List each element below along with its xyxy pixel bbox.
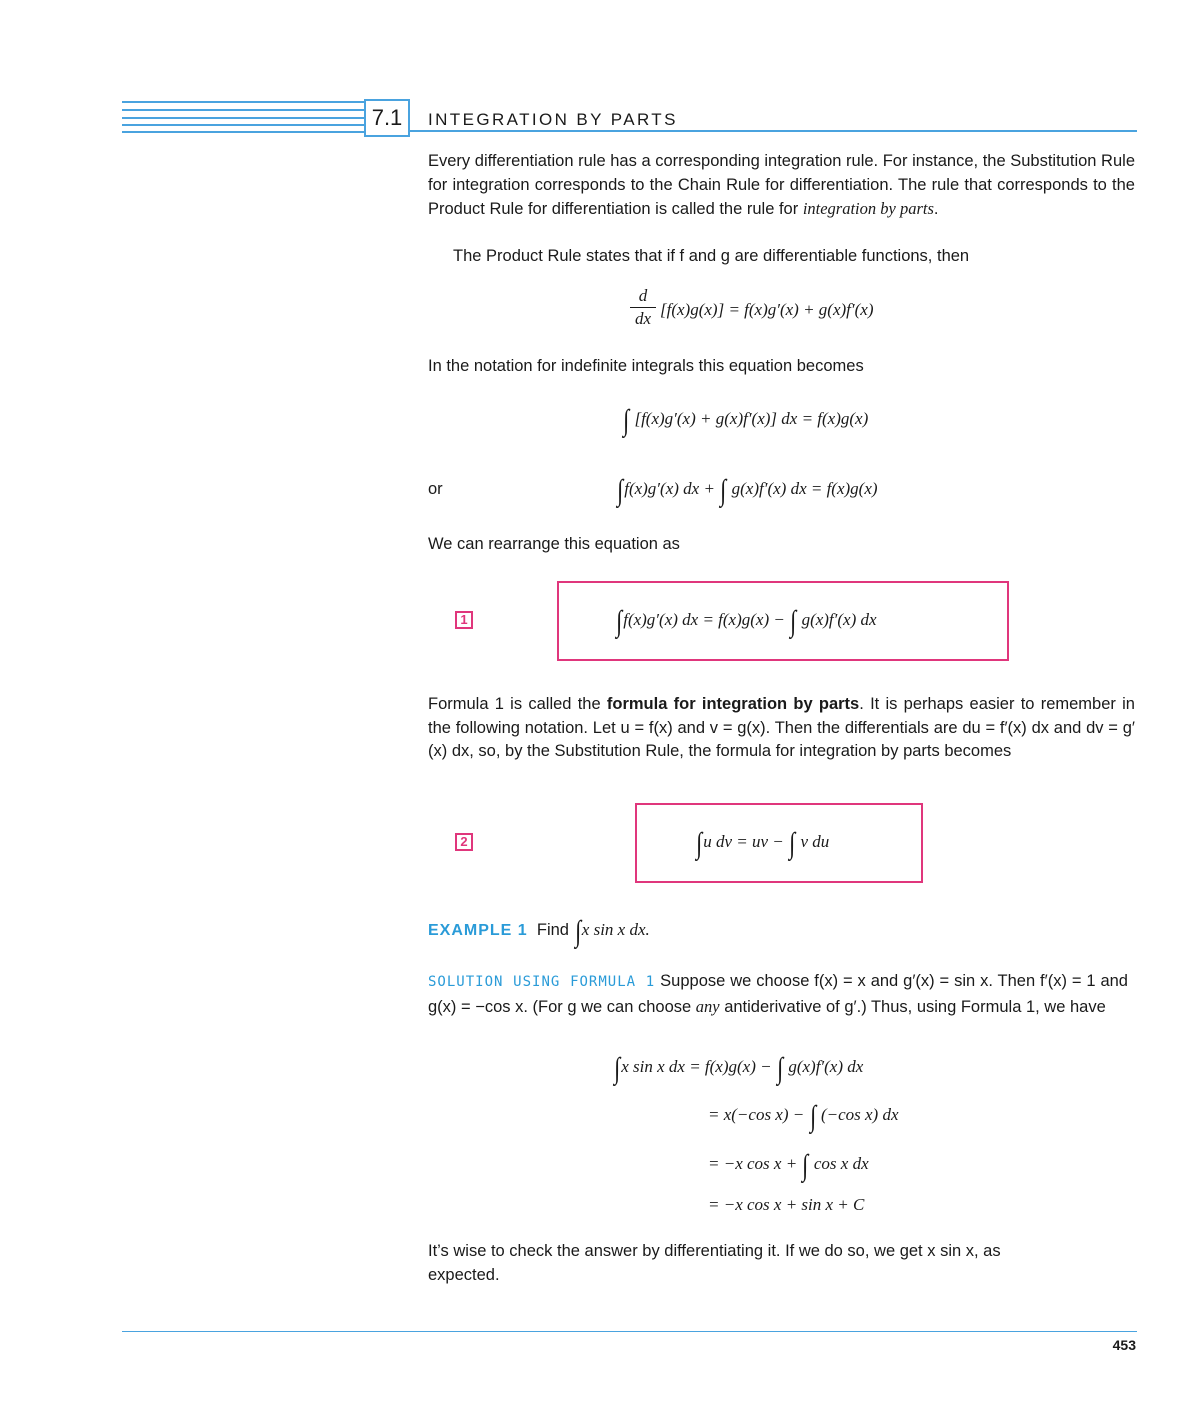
derivation-1-lhs: x sin x dx = f(x)g(x) − [621, 1057, 776, 1076]
intro-paragraph [428, 150, 1135, 222]
derivative-fraction [630, 287, 656, 328]
integral-sign: ∫ [623, 404, 630, 437]
solution-emphasis: any [695, 996, 720, 1016]
example-1 [428, 915, 650, 948]
integral-sign: ∫ [802, 1149, 809, 1182]
title-underline [410, 130, 1137, 132]
indefinite-notation-text: In the notation for indefinite integrals this equation becomes [428, 357, 864, 375]
formula-paragraph-bold: formula for integration by parts [606, 695, 860, 713]
formula-paragraph-a: Formula 1 is called the [428, 695, 607, 713]
formula-2-number: 2 [455, 833, 473, 851]
formula-2-part-a: u dv = uv − [703, 832, 789, 851]
derivation-line-2 [708, 1100, 899, 1134]
integral-sign: ∫ [809, 1100, 816, 1133]
section-number: 7.1 [371, 105, 403, 130]
integral-sign: ∫ [696, 827, 703, 860]
intro-text-b: . [933, 200, 939, 218]
solution-paragraph [428, 970, 1128, 1019]
conclusion-paragraph: It’s wise to check the answer by differentiating it. If we do so, we get x sin x, as expected. [428, 1242, 1001, 1284]
product-rule-equation: [f(x)g(x)] = f(x)g′(x) + g(x)f′(x) [660, 300, 874, 319]
header-rule-1 [122, 101, 364, 103]
footer-rule [122, 1331, 1137, 1332]
formula-1-part-b: g(x)f′(x) dx [797, 610, 877, 629]
fraction-denominator: dx [634, 309, 652, 328]
integral-sign: ∫ [790, 605, 797, 638]
product-rule-statement: The Product Rule states that if f and g are differentiable functions, then [453, 247, 970, 265]
example-integrand: x sin x dx. [581, 920, 650, 939]
derivation-line-4 [708, 1195, 864, 1215]
integral-expression-2b: g(x)f′(x) dx = f(x)g(x) [727, 479, 878, 498]
example-label: EXAMPLE 1 [428, 922, 528, 939]
derivation-line-3 [708, 1149, 869, 1183]
fraction-bar [630, 307, 656, 308]
intro-emphasis: integration by parts [802, 199, 934, 218]
formula-paragraph-b: . It is perhaps easier to remember in the following notation. Let u = f(x) and v = g(x). Then the differentials are du = f′(x) dx and dv = g′(x) dx, so, by the Substitution Rule, the formula for integration by parts becomes [428, 695, 1135, 760]
page-number: 453 [1112, 1337, 1136, 1353]
derivation-2-lhs: = x(−cos x) − [708, 1105, 809, 1124]
derivation-4-lhs: = −x cos x + sin x + C [708, 1195, 865, 1214]
header-rule-4 [122, 124, 364, 126]
integral-sign: ∫ [776, 1052, 784, 1085]
integral-sign: ∫ [789, 827, 796, 860]
integral-equation-2 [616, 474, 878, 508]
derivation-3-rhs: cos x dx [809, 1154, 869, 1173]
integral-sign: ∫ [617, 474, 624, 507]
formula-paragraph [428, 693, 1135, 764]
fraction-numerator: d [638, 286, 648, 305]
rearrange-text: We can rearrange this equation as [428, 535, 680, 553]
derivation-line-1 [613, 1052, 863, 1086]
formula-2-equation [695, 827, 829, 861]
derivation-2-rhs: (−cos x) dx [816, 1105, 899, 1124]
formula-1-equation [615, 605, 877, 639]
solution-text-b: antiderivative of g′.) Thus, using Formula 1, we have [719, 997, 1106, 1016]
formula-2-part-b: v du [796, 832, 830, 851]
header-rule-3 [122, 117, 364, 119]
integral-expression-2a: f(x)g′(x) dx + [624, 479, 720, 498]
formula-1-part-a: f(x)g′(x) dx = f(x)g(x) − [623, 610, 790, 629]
integral-sign: ∫ [574, 915, 581, 948]
formula-1-number: 1 [455, 611, 473, 629]
integral-equation-1 [622, 404, 868, 438]
intro-text-a: Every differentiation rule has a corresponding integration rule. For instance, the Substitution Rule for integration corresponds to the Chain Rule for differentiation. The rule that corresponds to the Product Rule for differentiation is called the rule for [428, 152, 1135, 218]
header-rule-5 [122, 131, 364, 133]
derivation-1-rhs: g(x)f′(x) dx [784, 1057, 864, 1076]
or-label: or [428, 480, 443, 498]
integral-sign: ∫ [616, 605, 623, 638]
section-number-box [364, 99, 410, 137]
integral-sign: ∫ [720, 474, 727, 507]
integral-sign: ∫ [614, 1052, 621, 1085]
section-title: INTEGRATION BY PARTS [428, 110, 678, 129]
derivation-3-lhs: = −x cos x + [708, 1154, 802, 1173]
solution-text-a: Suppose we choose f(x) = x and g′(x) = sin x. Then f′(x) = 1 and g(x) = −cos x. (For g we can choose [428, 972, 1128, 1016]
integral-expression-1: [f(x)g′(x) + g(x)f′(x)] dx = f(x)g(x) [634, 409, 869, 428]
header-rule-2 [122, 109, 364, 111]
example-text: Find [536, 921, 569, 939]
solution-label: SOLUTION USING FORMULA 1 [428, 974, 656, 990]
